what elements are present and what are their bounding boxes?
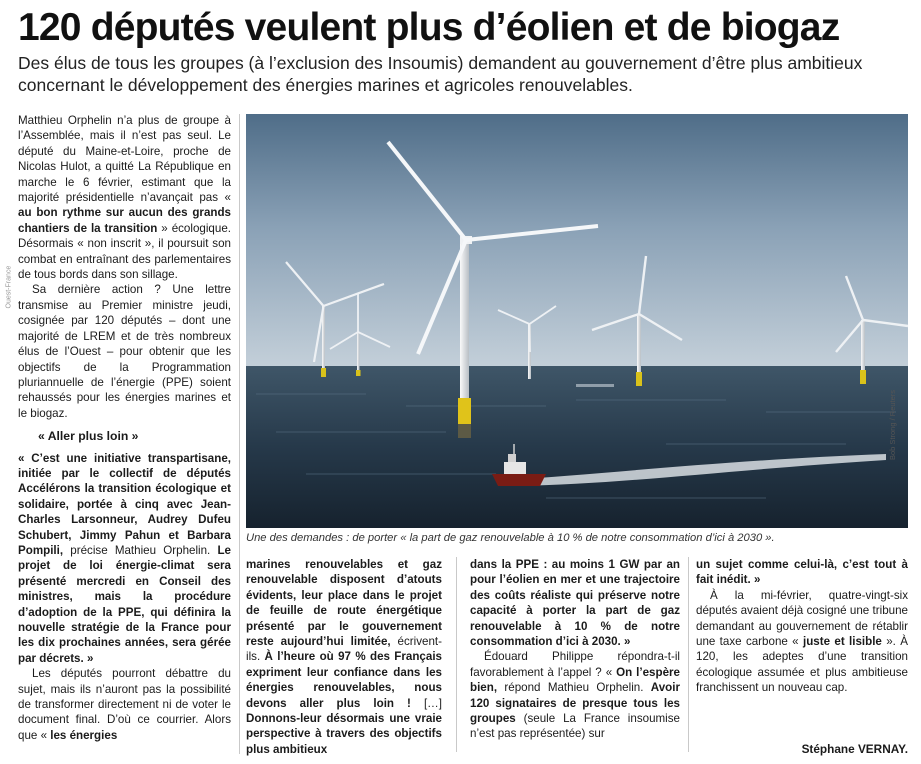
article-column-3 — [470, 557, 680, 749]
paragraph: un sujet comme celui-là, c’est tout à fait inédit. » — [696, 558, 908, 587]
article-column-1 — [18, 113, 231, 758]
article-standfirst: Des élus de tous les groupes (à l’exclusion des Insoumis) demandent au gouvernement d’être plus ambitieux concernant le développement des énergies marines et agricoles renouvelables. — [18, 53, 863, 95]
paragraph: À la mi-février, quatre-vingt-six députés avaient déjà cosigné une tribune demandant au gouvernement de rétablir une taxe carbone « juste et lisible ». À 120, les adeptes d’une transition écologique assumée et plus ambitieuse franchissent un nouveau cap. — [696, 588, 908, 695]
wind-farm-photo — [246, 114, 908, 528]
column-divider — [456, 557, 457, 752]
paragraph: dans la PPE : au moins 1 GW par an pour l’éolien en mer et une trajectoire des coûts réaliste qui préserve notre capacité à porter la part de gaz renouvelable à 10 % de notre consommation d’ici à 2030. » — [470, 558, 680, 649]
column-divider — [239, 114, 240, 754]
article-headline: 120 députés veulent plus d’éolien et de biogaz — [18, 6, 840, 49]
column-divider — [688, 557, 689, 752]
paragraph: Les députés pourront débattre du sujet, mais ils n’auront pas la possibilité de transformer directement ni de voter le document final. D’où ce courrier. Alors que « les énergies — [18, 667, 231, 742]
side-credit: Ouest-France — [5, 265, 13, 309]
section-subhead: « Aller plus loin » — [38, 429, 139, 444]
photo-caption: Une des demandes : de porter « la part de gaz renouvelable à 10 % de notre consommation d’ici à 2030 ». — [246, 532, 775, 544]
paragraph: Sa dernière action ? Une lettre transmise au Premier ministre jeudi, cosignée par 120 députés – dont une majorité de LREM et de très nombreux élus de l’Ouest – pour obtenir que les objectifs de la Programmation pluriannuelle de l’énergie (PPE) soient rehaussés pour les énergies marines et le biogaz. — [18, 283, 231, 420]
offshore-wind-turbines-image — [246, 114, 908, 528]
paragraph: Matthieu Orphelin n’a plus de groupe à l’Assemblée, mais il n’est pas seul. Le député du Maine-et-Loire, proche de Nicolas Hulot, a quitté La République en marche le 6 février, estimant que la majorité présidentielle n’avançait pas « au bon rythme sur aucun des grands chantiers de la transition » écologique. Désormais « non inscrit », il poursuit son combat en entraînant des parlementaires de tous bords dans son sillage. — [18, 114, 231, 282]
author-signature: Stéphane VERNAY. — [801, 742, 908, 756]
article-column-2 — [246, 557, 443, 756]
photo-credit: Bob Strong / Reuters — [888, 389, 897, 460]
paragraph: marines renouvelables et gaz renouvelable disposent d’atouts évidents, leur place dans le projet de feuille de route énergétique présenté par le gouvernement reste aujourd’hui limitée, écrivent-ils. À l’heure où 97 % des Français expriment leur confiance dans les énergies renouvelables, nous devons aller plus loin ! […] Donnons-leur désormais une vraie perspective à travers des objectifs plus ambitieux — [246, 558, 443, 756]
article-column-4 — [696, 557, 908, 749]
paragraph: « C’est une initiative transpartisane, initiée par le collectif de députés Accélérons la transition écologique et solidaire, portée à cinq avec Jean-Charles Larsonneur, Audrey Dufeu Schubert, Jimmy Pahun et Barbara Pompili, précise Mathieu Orphelin. Le projet de loi énergie-climat sera présenté mercredi en Conseil des ministres, mais la procédure d’adoption de la PPE, qui définira la nouvelle stratégie de la France pour les dix prochaines années, sera gérée par décrets. » — [18, 451, 231, 665]
paragraph: Édouard Philippe répondra-t-il favorablement à l’appel ? « On l’espère bien, répond Mathieu Orphelin. Avoir 120 signataires de presque tous les groupes (seule La France insoumise n’est pas représentée) sur — [470, 650, 680, 741]
